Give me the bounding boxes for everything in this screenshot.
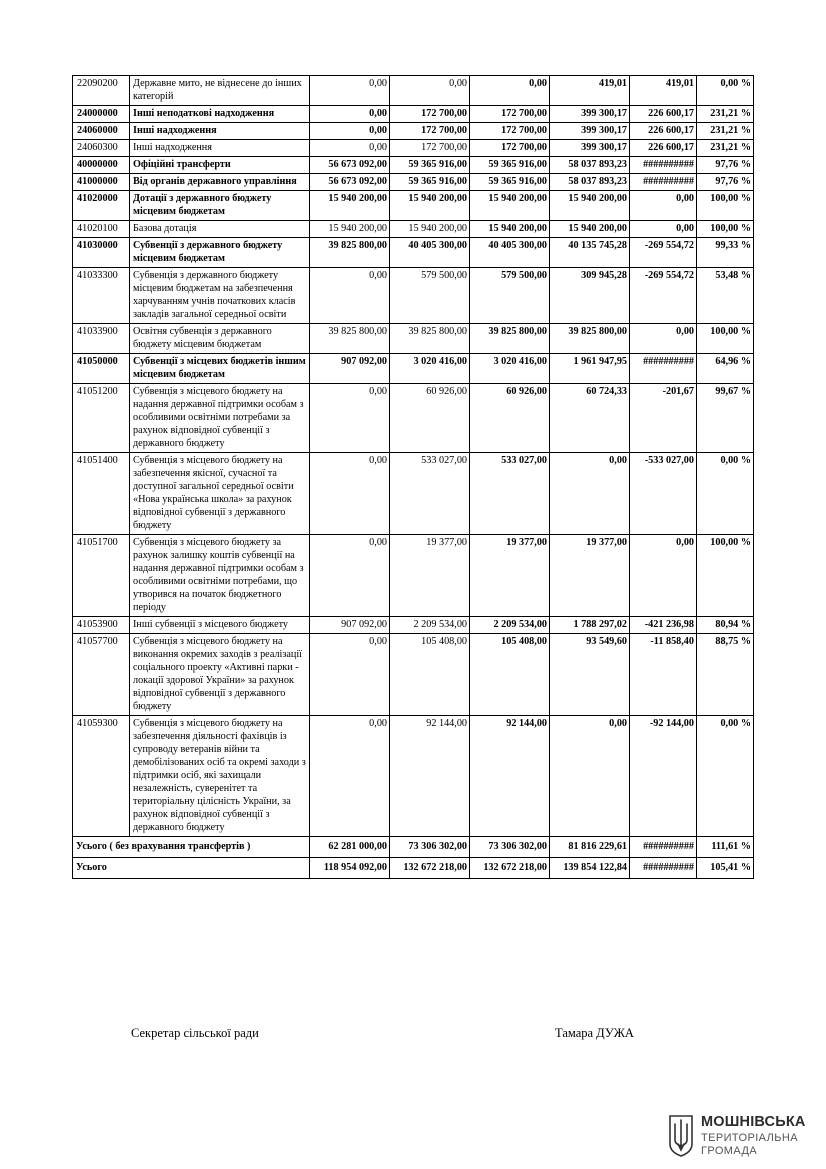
total-value-5: ########## <box>630 858 697 879</box>
row-value-5: -533 027,00 <box>630 453 697 535</box>
row-value-6: 53,48 % <box>697 268 754 324</box>
row-value-2: 59 365 916,00 <box>390 174 470 191</box>
row-value-4: 39 825 800,00 <box>550 324 630 354</box>
row-name: Субвенції з державного бюджету місцевим бюджетам <box>130 238 310 268</box>
row-value-4: 399 300,17 <box>550 123 630 140</box>
row-value-6: 64,96 % <box>697 354 754 384</box>
row-value-2: 40 405 300,00 <box>390 238 470 268</box>
row-name: Освітня субвенція з державного бюджету місцевим бюджетам <box>130 324 310 354</box>
row-value-4: 40 135 745,28 <box>550 238 630 268</box>
community-logo <box>668 1112 818 1162</box>
row-value-1: 56 673 092,00 <box>310 174 390 191</box>
table-row <box>73 174 754 191</box>
row-name: Субвенція з державного бюджету місцевим бюджетам на забезпечення харчуванням учнів початкових класів закладів загальної середньої освіти <box>130 268 310 324</box>
row-code: 41051700 <box>73 535 130 617</box>
row-value-1: 15 940 200,00 <box>310 221 390 238</box>
row-value-1: 0,00 <box>310 268 390 324</box>
total-label: Усього ( без врахування трансфертів ) <box>73 837 310 858</box>
row-code: 41030000 <box>73 238 130 268</box>
total-value-1: 118 954 092,00 <box>310 858 390 879</box>
row-name: Інші неподаткові надходження <box>130 106 310 123</box>
row-value-3: 0,00 <box>470 76 550 106</box>
row-code: 41051200 <box>73 384 130 453</box>
row-value-5: 0,00 <box>630 535 697 617</box>
total-value-6: 105,41 % <box>697 858 754 879</box>
row-value-1: 0,00 <box>310 384 390 453</box>
row-value-6: 97,76 % <box>697 174 754 191</box>
row-value-3: 15 940 200,00 <box>470 191 550 221</box>
row-value-2: 15 940 200,00 <box>390 191 470 221</box>
row-name: Від органів державного управління <box>130 174 310 191</box>
total-value-1: 62 281 000,00 <box>310 837 390 858</box>
row-value-1: 0,00 <box>310 634 390 716</box>
row-name: Базова дотація <box>130 221 310 238</box>
table-row <box>73 268 754 324</box>
row-value-1: 907 092,00 <box>310 617 390 634</box>
logo-subtitle: ТЕРИТОРІАЛЬНА <box>701 1132 798 1144</box>
row-value-2: 59 365 916,00 <box>390 157 470 174</box>
row-code: 41020000 <box>73 191 130 221</box>
row-value-3: 172 700,00 <box>470 123 550 140</box>
table-row <box>73 76 754 106</box>
row-value-2: 0,00 <box>390 76 470 106</box>
row-name: Субвенція з місцевого бюджету на забезпечення якісної, сучасної та доступної загальної середньої освіти «Нова українська школа» за рахунок відповідної субвенції з державного бюджету <box>130 453 310 535</box>
logo-title: МОШНІВСЬКА <box>701 1114 806 1130</box>
row-code: 41050000 <box>73 354 130 384</box>
row-code: 24000000 <box>73 106 130 123</box>
row-value-4: 399 300,17 <box>550 140 630 157</box>
row-value-4: 419,01 <box>550 76 630 106</box>
table-row <box>73 617 754 634</box>
row-value-1: 0,00 <box>310 535 390 617</box>
row-name: Державне мито, не віднесене до інших категорій <box>130 76 310 106</box>
row-code: 41033900 <box>73 324 130 354</box>
row-value-5: ########## <box>630 174 697 191</box>
total-value-4: 139 854 122,84 <box>550 858 630 879</box>
row-value-4: 58 037 893,23 <box>550 157 630 174</box>
row-value-5: -201,67 <box>630 384 697 453</box>
table-row <box>73 535 754 617</box>
row-value-6: 0,00 % <box>697 453 754 535</box>
row-value-1: 39 825 800,00 <box>310 324 390 354</box>
row-value-5: -269 554,72 <box>630 268 697 324</box>
row-value-5: -11 858,40 <box>630 634 697 716</box>
row-name: Інші субвенції з місцевого бюджету <box>130 617 310 634</box>
row-value-1: 39 825 800,00 <box>310 238 390 268</box>
row-value-1: 0,00 <box>310 716 390 837</box>
row-value-3: 15 940 200,00 <box>470 221 550 238</box>
total-label: Усього <box>73 858 310 879</box>
row-code: 41000000 <box>73 174 130 191</box>
row-name: Інші надходження <box>130 123 310 140</box>
table-row <box>73 354 754 384</box>
row-value-2: 579 500,00 <box>390 268 470 324</box>
row-name: Субвенція з місцевого бюджету на виконання окремих заходів з реалізації соціального проекту «Активні парки - локації здорової України» за рахунок відповідної субвенції з державного бюджету <box>130 634 310 716</box>
row-code: 41051400 <box>73 453 130 535</box>
total-value-2: 132 672 218,00 <box>390 858 470 879</box>
row-value-3: 59 365 916,00 <box>470 157 550 174</box>
table-row <box>73 384 754 453</box>
row-value-1: 0,00 <box>310 123 390 140</box>
row-value-2: 533 027,00 <box>390 453 470 535</box>
row-value-6: 99,33 % <box>697 238 754 268</box>
row-value-2: 3 020 416,00 <box>390 354 470 384</box>
row-value-6: 80,94 % <box>697 617 754 634</box>
row-value-3: 60 926,00 <box>470 384 550 453</box>
row-value-3: 2 209 534,00 <box>470 617 550 634</box>
row-value-6: 0,00 % <box>697 716 754 837</box>
row-value-4: 19 377,00 <box>550 535 630 617</box>
row-value-1: 907 092,00 <box>310 354 390 384</box>
row-value-3: 105 408,00 <box>470 634 550 716</box>
row-code: 41033300 <box>73 268 130 324</box>
row-value-3: 39 825 800,00 <box>470 324 550 354</box>
row-value-1: 0,00 <box>310 140 390 157</box>
row-value-5: 226 600,17 <box>630 123 697 140</box>
row-value-6: 231,21 % <box>697 140 754 157</box>
secretary-title: Секретар сільської ради <box>131 1026 259 1040</box>
table-row <box>73 238 754 268</box>
row-value-5: -92 144,00 <box>630 716 697 837</box>
row-value-6: 231,21 % <box>697 123 754 140</box>
row-value-1: 56 673 092,00 <box>310 157 390 174</box>
row-value-4: 58 037 893,23 <box>550 174 630 191</box>
row-value-3: 3 020 416,00 <box>470 354 550 384</box>
row-value-3: 579 500,00 <box>470 268 550 324</box>
row-value-5: ########## <box>630 157 697 174</box>
row-value-6: 0,00 % <box>697 76 754 106</box>
row-value-6: 88,75 % <box>697 634 754 716</box>
row-value-4: 60 724,33 <box>550 384 630 453</box>
row-value-1: 0,00 <box>310 106 390 123</box>
table-row <box>73 123 754 140</box>
row-value-4: 309 945,28 <box>550 268 630 324</box>
row-value-5: 226 600,17 <box>630 140 697 157</box>
row-value-5: 419,01 <box>630 76 697 106</box>
secretary-name: Тамара ДУЖА <box>555 1026 634 1040</box>
row-name: Дотації з державного бюджету місцевим бюджетам <box>130 191 310 221</box>
budget-execution-table <box>72 75 754 879</box>
table-row <box>73 324 754 354</box>
table-row <box>73 221 754 238</box>
total-value-6: 111,61 % <box>697 837 754 858</box>
row-code: 41057700 <box>73 634 130 716</box>
row-code: 24060300 <box>73 140 130 157</box>
row-value-5: -269 554,72 <box>630 238 697 268</box>
total-value-5: ########## <box>630 837 697 858</box>
row-value-6: 97,76 % <box>697 157 754 174</box>
row-value-6: 231,21 % <box>697 106 754 123</box>
row-code: 41053900 <box>73 617 130 634</box>
row-value-2: 60 926,00 <box>390 384 470 453</box>
row-value-5: 0,00 <box>630 221 697 238</box>
total-row <box>73 837 754 858</box>
row-value-3: 533 027,00 <box>470 453 550 535</box>
row-value-4: 0,00 <box>550 716 630 837</box>
row-value-2: 105 408,00 <box>390 634 470 716</box>
row-name: Інші надходження <box>130 140 310 157</box>
row-value-6: 100,00 % <box>697 191 754 221</box>
table-row <box>73 453 754 535</box>
row-value-5: 0,00 <box>630 191 697 221</box>
row-value-6: 100,00 % <box>697 535 754 617</box>
logo-subtitle-2: ГРОМАДА <box>701 1145 758 1157</box>
row-value-2: 172 700,00 <box>390 123 470 140</box>
trident-emblem-icon <box>668 1114 694 1158</box>
row-value-4: 1 961 947,95 <box>550 354 630 384</box>
row-value-3: 172 700,00 <box>470 106 550 123</box>
row-value-1: 15 940 200,00 <box>310 191 390 221</box>
row-code: 41020100 <box>73 221 130 238</box>
row-value-2: 172 700,00 <box>390 140 470 157</box>
row-value-3: 40 405 300,00 <box>470 238 550 268</box>
row-name: Субвенції з місцевих бюджетів іншим місцевим бюджетам <box>130 354 310 384</box>
row-value-6: 99,67 % <box>697 384 754 453</box>
row-code: 41059300 <box>73 716 130 837</box>
row-value-5: 0,00 <box>630 324 697 354</box>
row-name: Субвенція з місцевого бюджету на надання державної підтримки особам з особливими освітніми потребами за рахунок відповідної субвенції з державного бюджету <box>130 384 310 453</box>
row-value-2: 39 825 800,00 <box>390 324 470 354</box>
row-value-6: 100,00 % <box>697 221 754 238</box>
row-name: Субвенція з місцевого бюджету за рахунок залишку коштів субвенції на надання державної підтримки особам з особливими освітніми потребами, що утворився на початок бюджетного періоду <box>130 535 310 617</box>
row-code: 24060000 <box>73 123 130 140</box>
total-value-4: 81 816 229,61 <box>550 837 630 858</box>
total-value-3: 132 672 218,00 <box>470 858 550 879</box>
row-code: 40000000 <box>73 157 130 174</box>
table-row <box>73 634 754 716</box>
row-value-2: 92 144,00 <box>390 716 470 837</box>
row-value-5: ########## <box>630 354 697 384</box>
row-value-1: 0,00 <box>310 453 390 535</box>
row-value-2: 2 209 534,00 <box>390 617 470 634</box>
row-value-3: 59 365 916,00 <box>470 174 550 191</box>
row-value-2: 19 377,00 <box>390 535 470 617</box>
row-value-2: 172 700,00 <box>390 106 470 123</box>
table-row <box>73 106 754 123</box>
row-name: Офіційні трансферти <box>130 157 310 174</box>
table-row <box>73 191 754 221</box>
table-row <box>73 716 754 837</box>
total-row <box>73 858 754 879</box>
total-value-3: 73 306 302,00 <box>470 837 550 858</box>
row-value-4: 93 549,60 <box>550 634 630 716</box>
row-name: Субвенція з місцевого бюджету на забезпечення діяльності фахівців із супроводу ветеранів війни та демобілізованих осіб та окремі заходи з підтримки осіб, які захищали незалежність, суверенітет та територіальну цілісність України, за рахунок відповідної субвенції з державного бюджету <box>130 716 310 837</box>
row-value-3: 19 377,00 <box>470 535 550 617</box>
total-value-2: 73 306 302,00 <box>390 837 470 858</box>
row-value-6: 100,00 % <box>697 324 754 354</box>
table-row <box>73 157 754 174</box>
row-value-1: 0,00 <box>310 76 390 106</box>
row-value-4: 0,00 <box>550 453 630 535</box>
row-value-3: 92 144,00 <box>470 716 550 837</box>
row-code: 22090200 <box>73 76 130 106</box>
row-value-4: 15 940 200,00 <box>550 191 630 221</box>
row-value-4: 15 940 200,00 <box>550 221 630 238</box>
row-value-5: -421 236,98 <box>630 617 697 634</box>
row-value-5: 226 600,17 <box>630 106 697 123</box>
row-value-4: 399 300,17 <box>550 106 630 123</box>
row-value-2: 15 940 200,00 <box>390 221 470 238</box>
table-row <box>73 140 754 157</box>
row-value-4: 1 788 297,02 <box>550 617 630 634</box>
row-value-3: 172 700,00 <box>470 140 550 157</box>
